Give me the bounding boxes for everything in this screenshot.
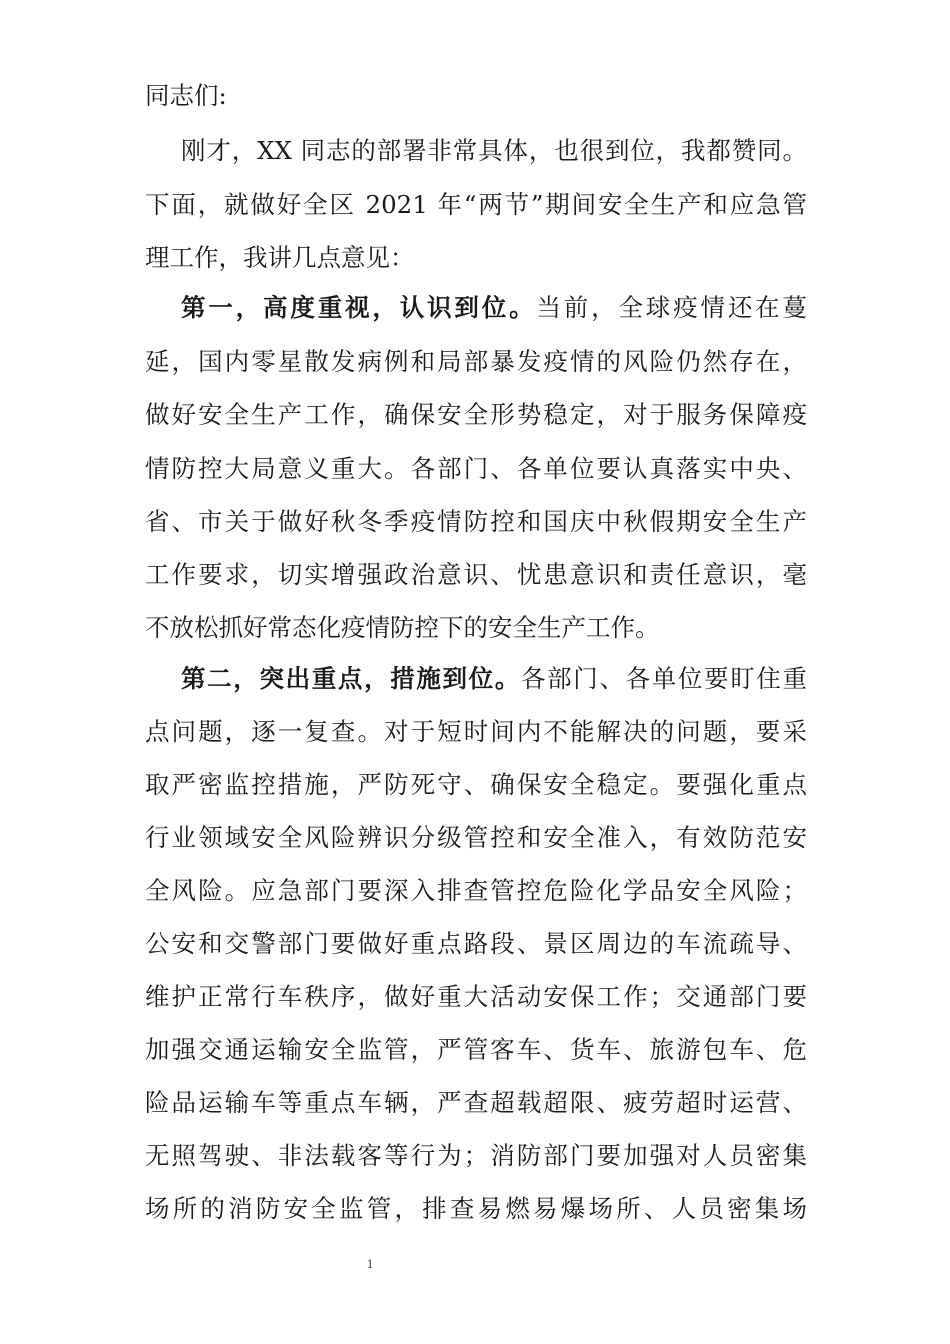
paragraph-line: 理工作，我讲几点意见：	[145, 243, 415, 272]
paragraph-text: 各部门、各单位要盯住重	[520, 664, 807, 693]
paragraph-line: 情防控大局意义重大。各部门、各单位要认真落实中央、	[145, 454, 807, 483]
paragraph-line: 公安和交警部门要做好重点路段、景区周边的车流疏导、	[145, 929, 807, 958]
paragraph-line: 险品运输车等重点车辆，严查超载超限、疲劳超时运营、	[145, 1088, 807, 1117]
salutation: 同志们:	[145, 81, 227, 110]
section-heading: 第二，突出重点，措施到位。	[181, 664, 521, 693]
paragraph-line: 维护正常行车秩序，做好重大活动安保工作；交通部门要	[145, 982, 807, 1011]
paragraph-line	[181, 290, 807, 326]
paragraph-line: 工作要求，切实增强政治意识、忧患意识和责任意识，毫	[145, 560, 807, 589]
paragraph-line: 全风险。应急部门要深入排查管控危险化学品安全风险；	[145, 876, 807, 905]
paragraph-line: 刚才，XX 同志的部署非常具体，也很到位，我都赞同。	[181, 136, 807, 165]
paragraph-line: 不放松抓好常态化疫情防控下的安全生产工作。	[145, 613, 660, 642]
paragraph-line	[181, 661, 807, 697]
page-number: 1	[366, 1256, 374, 1271]
paragraph-text: 当前，全球疫情还在蔓	[536, 293, 807, 322]
paragraph-line: 无照驾驶、非法载客等行为；消防部门要加强对人员密集	[145, 1141, 807, 1170]
paragraph-line: 点问题，逐一复查。对于短时间内不能解决的问题，要采	[145, 717, 807, 746]
paragraph-line: 场所的消防安全监管，排查易燃易爆场所、人员密集场	[145, 1194, 807, 1223]
paragraph-line: 延，国内零星散发病例和局部暴发疫情的风险仍然存在，	[145, 347, 807, 376]
paragraph-line: 加强交通运输安全监管，严管客车、货车、旅游包车、危	[145, 1035, 807, 1064]
paragraph-line: 省、市关于做好秋冬季疫情防控和国庆中秋假期安全生产	[145, 507, 807, 536]
paragraph-line: 做好安全生产工作，确保安全形势稳定，对于服务保障疫	[145, 400, 807, 429]
paragraph-line: 下面，就做好全区 2021 年“两节”期间安全生产和应急管	[145, 190, 807, 219]
section-heading: 第一，高度重视，认识到位。	[181, 293, 537, 322]
paragraph-line: 取严密监控措施，严防死守、确保安全稳定。要强化重点	[145, 770, 807, 799]
paragraph-line: 行业领域安全风险辨识分级管控和安全准入，有效防范安	[145, 823, 807, 852]
